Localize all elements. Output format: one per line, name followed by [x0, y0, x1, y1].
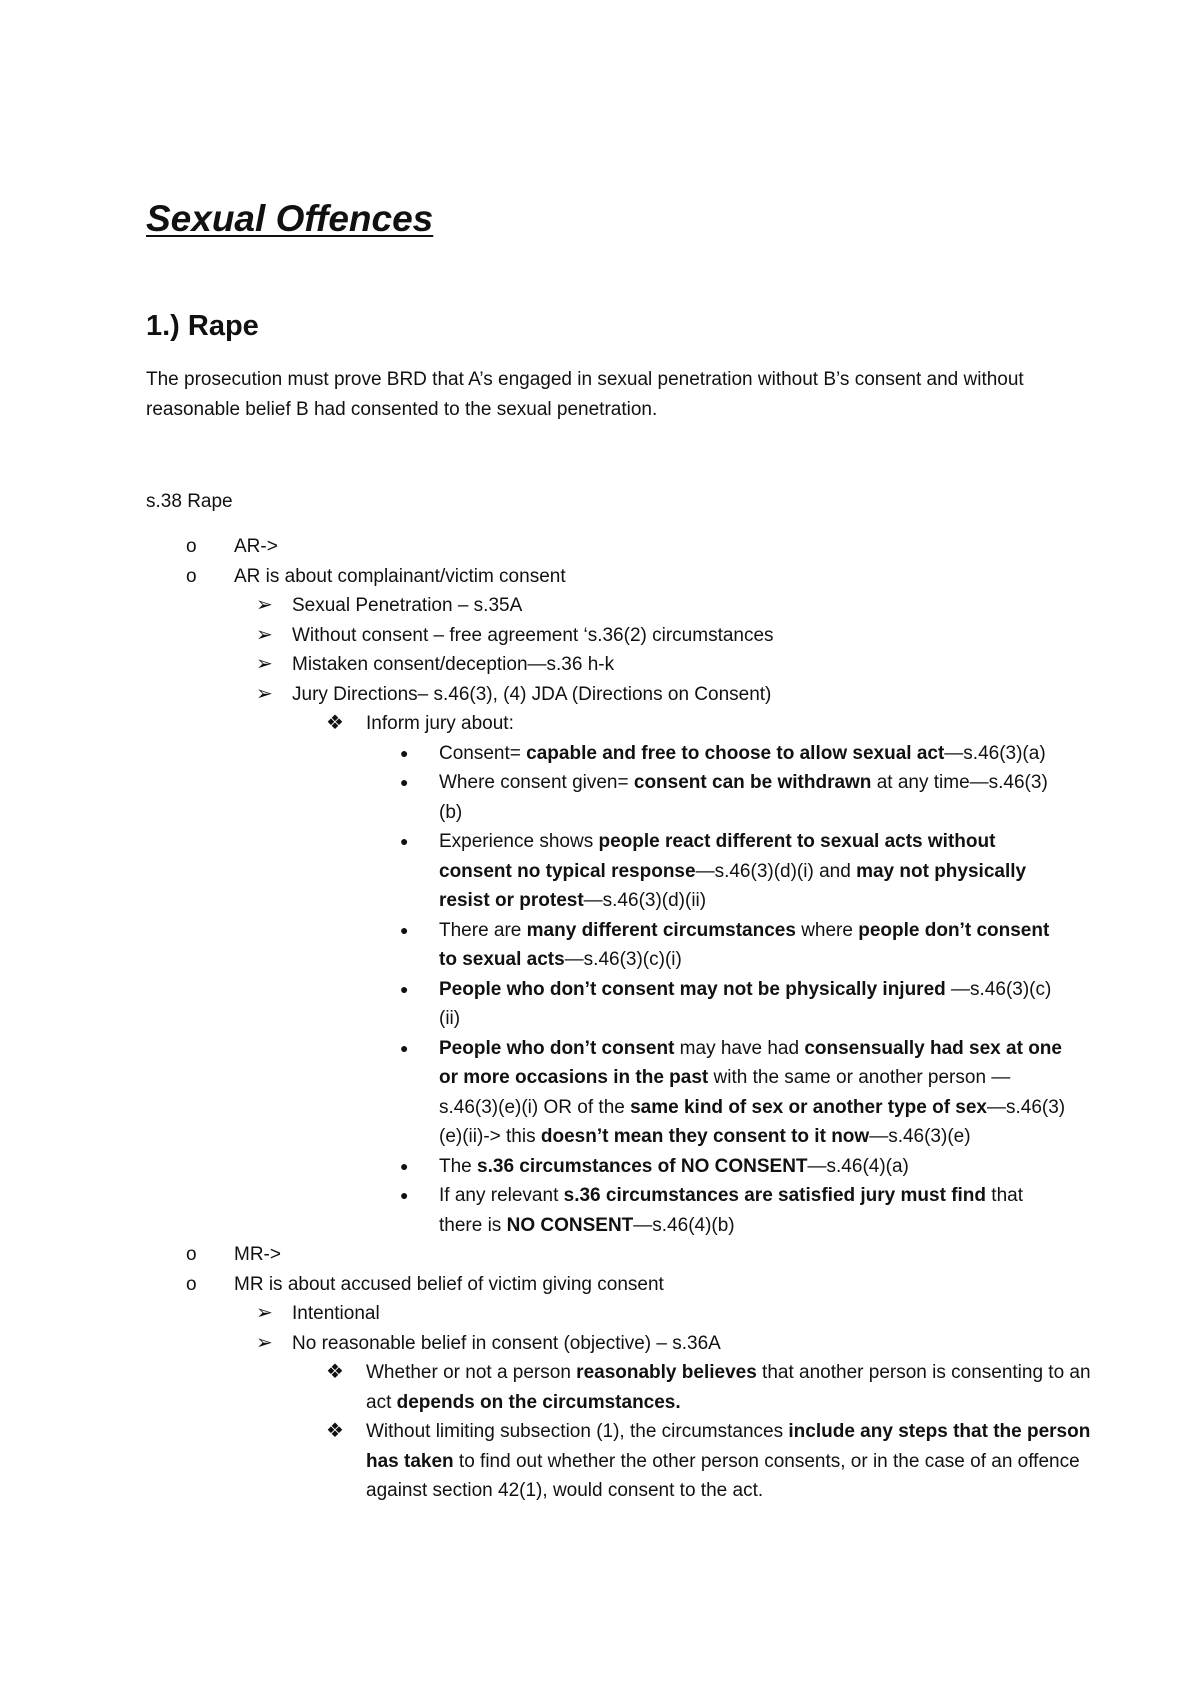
outline-item-text: Experience shows people react different to sexual acts without consent no typical response—s.46(3)(d)(i) and may not physically resist or protest—s.46(3)(d)(ii): [439, 831, 1027, 911]
dot-bullet-icon: ●: [400, 1039, 409, 1056]
outline-item-text: Without consent – free agreement ‘s.36(2) circumstances: [292, 624, 774, 646]
outline-item-text: If any relevant s.36 circumstances are satisfied jury must find that there is NO CONSENT—s.46(4)(b): [439, 1185, 1024, 1236]
outline-item-text: MR->: [234, 1244, 281, 1265]
outline-item: [146, 709, 1106, 739]
dot-bullet-icon: ●: [400, 1187, 409, 1203]
circle-bullet-icon: o: [186, 1244, 197, 1265]
arrowhead-bullet-icon: ➢: [256, 594, 273, 616]
arrowhead-bullet-icon: ➢: [256, 623, 273, 646]
outline-item: [146, 650, 1106, 680]
outline-item-text: People who don’t consent may have had consensually had sex at one or more occasions in the past with the same or another person —s.46(3)(e)(i) OR of the same kind of sex or another type of sex—s.46(3)(e)(ii)-> this doesn’t mean they consent to it now—s.46(3)(e): [439, 1037, 1066, 1147]
circle-bullet-icon: o: [186, 536, 197, 557]
diamond-bullet-icon: ❖: [326, 1361, 344, 1383]
arrowhead-bullet-icon: ➢: [256, 1331, 273, 1354]
intro-paragraph: The prosecution must prove BRD that A’s engaged in sexual penetration without B’s consent and without reasonable belief B had consented to the sexual penetration.: [146, 369, 1024, 420]
outline-item-text: There are many different circumstances where people don’t consent to sexual acts—s.46(3)(c)(i): [439, 919, 1050, 970]
document-title: Sexual Offences: [146, 198, 434, 239]
outline-item: [146, 1240, 1106, 1270]
diamond-bullet-icon: ❖: [326, 1420, 344, 1442]
statute-label: s.38 Rape: [146, 491, 233, 512]
outline-item: [146, 1152, 1106, 1182]
outline-item: [146, 916, 1106, 975]
outline-item-text: Whether or not a person reasonably believes that another person is consenting to an act depends on the circumstances.: [366, 1362, 1091, 1413]
outline-item-text: People who don’t consent may not be physically injured —s.46(3)(c)(ii): [439, 978, 1052, 1029]
outline-item: [146, 532, 1106, 562]
outline-item-text: AR is about complainant/victim consent: [234, 565, 566, 587]
outline-item: [146, 975, 1106, 1034]
outline-item-text: Intentional: [292, 1303, 380, 1324]
outline-item-text: AR->: [234, 536, 278, 557]
outline-item: [146, 562, 1106, 592]
outline-item-text: Sexual Penetration – s.35A: [292, 595, 523, 616]
outline-item-text: Jury Directions– s.46(3), (4) JDA (Directions on Consent): [292, 683, 772, 705]
outline-item-text: Consent= capable and free to choose to allow sexual act—s.46(3)(a): [439, 742, 1046, 764]
outline-item: [146, 1299, 1106, 1329]
dot-bullet-icon: ●: [400, 833, 409, 849]
outline-item: [146, 1181, 1106, 1240]
outline-item-text: Mistaken consent/deception—s.36 h-k: [292, 654, 615, 675]
outline-item-text: Where consent given= consent can be withdrawn at any time—s.46(3) (b): [439, 772, 1048, 823]
outline-item: [146, 591, 1106, 621]
outline-item-text: MR is about accused belief of victim giving consent: [234, 1273, 664, 1295]
circle-bullet-icon: o: [186, 1273, 197, 1295]
outline-item: [146, 1034, 1106, 1152]
outline-item: [146, 827, 1106, 916]
outline-item: [146, 1329, 1106, 1359]
section-heading-rape: 1.) Rape: [146, 310, 259, 342]
outline-item: [146, 680, 1106, 710]
arrowhead-bullet-icon: ➢: [256, 653, 273, 675]
outline-item-text: Without limiting subsection (1), the circumstances include any steps that the person has taken to find out whether the other person consents, or in the case of an offence against section 42(1), would consent to the act.: [366, 1421, 1091, 1501]
dot-bullet-icon: ●: [400, 1157, 409, 1174]
outline-item-text: The s.36 circumstances of NO CONSENT—s.46(4)(a): [439, 1155, 909, 1177]
outline-item: [146, 1270, 1106, 1300]
outline-item-text: Inform jury about:: [366, 713, 514, 734]
outline-item: [146, 768, 1106, 827]
outline-item: [146, 1358, 1106, 1417]
outline-item: [146, 1417, 1106, 1506]
arrowhead-bullet-icon: ➢: [256, 682, 273, 705]
outline-item: [146, 739, 1106, 769]
circle-bullet-icon: o: [186, 565, 197, 587]
outline-item: [146, 621, 1106, 651]
outline-item-text: No reasonable belief in consent (objective) – s.36A: [292, 1332, 721, 1354]
dot-bullet-icon: ●: [400, 921, 409, 938]
arrowhead-bullet-icon: ➢: [256, 1302, 273, 1324]
dot-bullet-icon: ●: [400, 980, 409, 997]
dot-bullet-icon: ●: [400, 744, 409, 761]
dot-bullet-icon: ●: [400, 774, 409, 790]
diamond-bullet-icon: ❖: [326, 712, 344, 734]
outline-list: [146, 532, 1106, 1506]
